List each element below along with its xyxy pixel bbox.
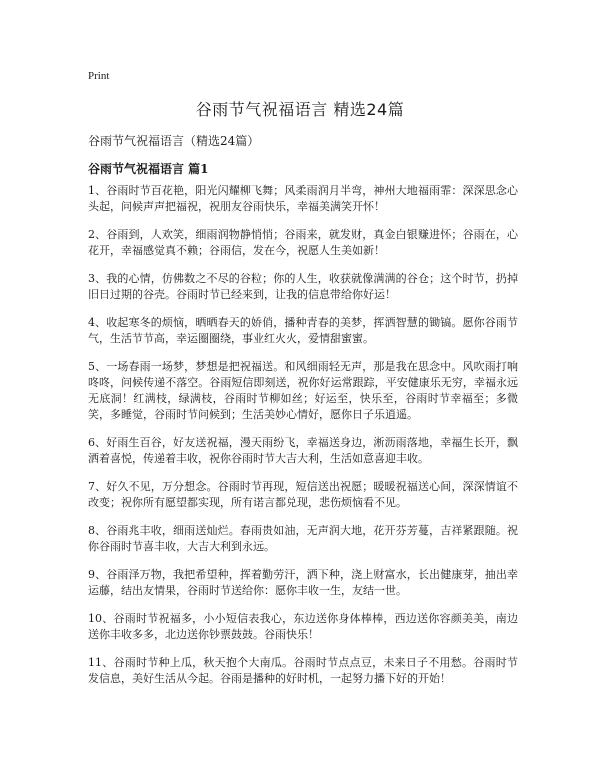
document-title: 谷雨节气祝福语言 精选24篇 xyxy=(195,100,405,119)
blessing-list xyxy=(88,183,518,699)
section-heading: 谷雨节气祝福语言 篇1 xyxy=(88,162,209,176)
list-item: 10、谷雨时节祝福多，小小短信表我心，东边送你身体棒棒，西边送你容颜美美，南边送你丰收多多，北边送你钞票鼓鼓。谷雨快乐！ xyxy=(88,612,518,641)
list-item: 6、好雨生百谷，好友送祝福，漫天雨纷飞，幸福送身边，淅沥雨落地，幸福生长开，飘洒着喜悦，传递着丰收，祝你谷雨时节大吉大利，生活如意喜迎丰收。 xyxy=(88,436,518,465)
list-item: 11、谷雨时节种上瓜，秋天抱个大南瓜。谷雨时节点点豆，未来日子不用愁。谷雨时节发信息，美好生活从今起。谷雨是播种的好时机，一起努力播下好的开始！ xyxy=(88,656,518,685)
list-item: 1、谷雨时节百花艳，阳光闪耀柳飞舞；风柔雨润月半弯，神州大地福雨霏：深深思念心头起，问候声声把福祝，祝朋友谷雨快乐，幸福美满笑开怀！ xyxy=(88,184,518,213)
list-item: 9、谷雨泽万物，我把希望种，挥着勤劳汗，洒下种，浇上财富水，长出健康芽，抽出幸运藤，结出友情果，谷雨时节送给你：愿你丰收一生，友结一世。 xyxy=(88,568,518,597)
document-subtitle: 谷雨节气祝福语言（精选24篇） xyxy=(88,134,260,148)
list-item: 5、一场春雨一场梦，梦想是把祝福送。和风细雨轻无声，那是我在思念中。风吹雨打响咚咚，问候传递不落空。谷雨短信即刻送，祝你好运常跟踪，平安健康乐无穷，幸福永远无底洞！红满枝，绿满枝，谷雨时节柳如丝；好运至，快乐至，谷雨时节幸福至；多微笑，多睡觉，谷雨时节问候到；生活美妙心情好，愿你日子乐逍遥。 xyxy=(88,360,518,421)
list-item: 3、我的心情，仿佛数之不尽的谷粒；你的人生，收获就像满满的谷仓；这个时节，扔掉旧日过期的谷壳。谷雨时节已经来到，让我的信息带给你好运！ xyxy=(88,272,518,301)
list-item: 8、谷雨兆丰收，细雨送灿烂。春雨贵如油，无声润大地，花开芬芳蔓，吉祥紧跟随。祝你谷雨时节喜丰收，大吉大利到永远。 xyxy=(88,524,518,553)
list-item: 4、收起寒冬的烦恼，晒晒春天的娇俏，播种青春的美梦，挥洒智慧的锄镐。愿你谷雨节气，生活节节高，幸运圈圈绕，事业红火火，爱情甜蜜蜜。 xyxy=(88,316,518,345)
list-item: 7、好久不见，万分想念。谷雨时节再现，短信送出祝愿；暖暖祝福送心间，深深情谊不改变；祝你所有愿望都实现，所有诺言都兑现，悲伤烦恼看不见。 xyxy=(88,480,518,509)
list-item: 2、谷雨到，人欢笑，细雨润物静悄悄；谷雨来，就发财，真金白银赚进怀；谷雨在，心花开，幸福感觉真不赖；谷雨信，发在今，祝愿人生美如新！ xyxy=(88,228,518,257)
print-link[interactable]: Print xyxy=(88,70,110,82)
